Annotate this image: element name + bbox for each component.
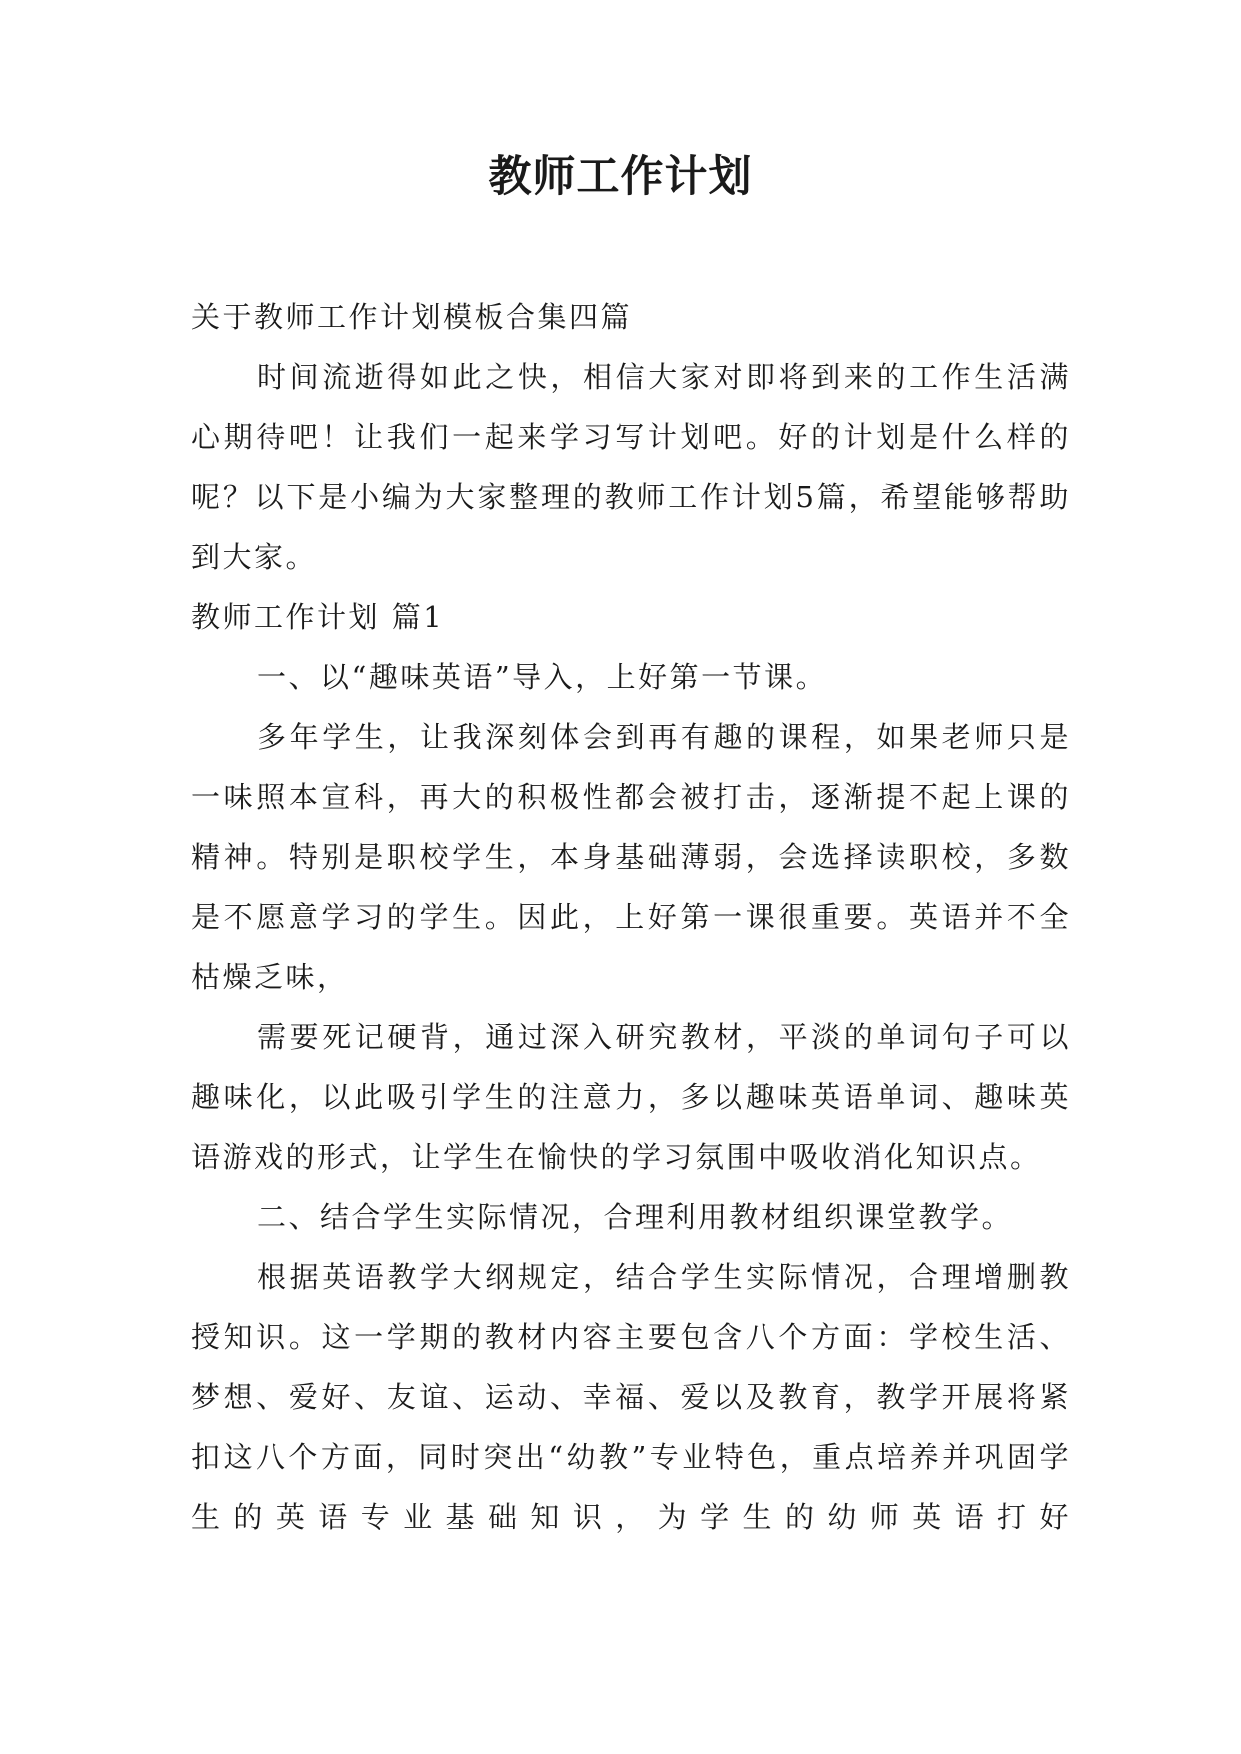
body-paragraph-1: 多年学生，让我深刻体会到再有趣的课程，如果老师只是一味照本宣科，再大的积极性都会被打击，逐渐提不起上课的精神。特别是职校学生，本身基础薄弱，会选择读职校，多数是不愿意学习的学生。因此，上好第一课很重要。英语并不全枯燥乏味， bbox=[191, 720, 1071, 994]
body-paragraph-2: 需要死记硬背，通过深入研究教材，平淡的单词句子可以趣味化，以此吸引学生的注意力，多以趣味英语单词、趣味英语游戏的形式，让学生在愉快的学习氛围中吸收消化知识点。 bbox=[191, 1020, 1071, 1174]
body-paragraph-3: 根据英语教学大纲规定，结合学生实际情况，合理增删教授知识。这一学期的教材内容主要包含八个方面：学校生活、梦想、爱好、友谊、运动、幸福、爱以及教育，教学开展将紧扣这八个方面，同时突出“幼教”专业特色，重点培养并巩固学生的英语专业基础知识，为学生的幼师英语打好 bbox=[191, 1260, 1071, 1534]
intro-paragraph: 时间流逝得如此之快，相信大家对即将到来的工作生活满心期待吧！让我们一起来学习写计划吧。好的计划是什么样的呢？以下是小编为大家整理的教师工作计划5篇，希望能够帮助到大家。 bbox=[191, 360, 1071, 574]
point-heading-2: 二、结合学生实际情况，合理利用教材组织课堂教学。 bbox=[257, 1200, 1014, 1234]
document-body bbox=[191, 287, 1071, 1547]
document-title: 教师工作计划 bbox=[488, 152, 753, 202]
subtitle-paragraph: 关于教师工作计划模板合集四篇 bbox=[191, 300, 633, 334]
point-heading-1: 一、以“趣味英语”导入，上好第一节课。 bbox=[257, 660, 828, 694]
section-heading: 教师工作计划 篇1 bbox=[191, 600, 445, 634]
